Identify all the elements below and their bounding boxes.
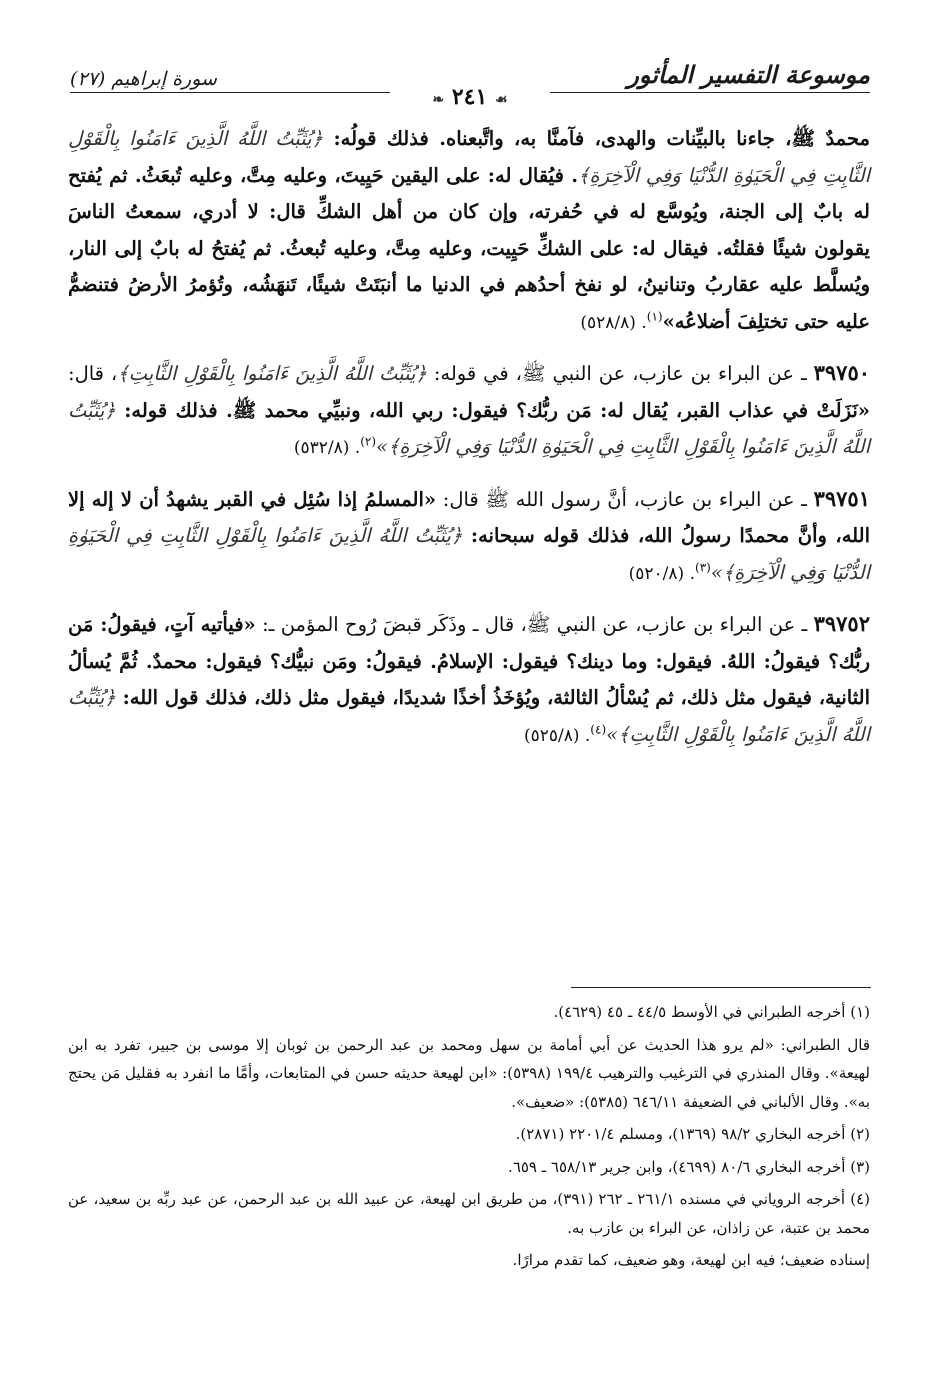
main-text xyxy=(68,120,870,754)
footnote: (١) أخرجه الطبراني في الأوسط ٤٤/٥ ـ ٤٥ (٤٦٢٩). xyxy=(553,1003,870,1021)
entry-run: ـ عن البراء بن عازب، أنَّ رسول الله ﷺ قال: xyxy=(436,487,814,511)
surah-label: سورة إبراهيم (٢٧) xyxy=(70,68,217,90)
footnote: (٤) أخرجه الروياني في مسنده ٢٦١/١ ـ ٢٦٢ (٣٩١)، من طريق ابن لهيعة، عن عبيد الله بن عبد الرحمن، عن عبد ربِّه بن سعيد، عن محمد بن عتبة، عن زاذان، عن البراء بن عازب به. xyxy=(68,1190,870,1237)
footnote-marker: (٤) xyxy=(590,722,607,736)
footnote: (٢) أخرجه البخاري ٩٨/٢ (١٣٦٩)، ومسلم ٢٢٠١/٤ (٢٨٧١). xyxy=(515,1125,870,1143)
volume-reference: . (٥٢٨/٨) xyxy=(580,312,647,333)
page-header xyxy=(70,60,870,108)
footnote-separator xyxy=(571,987,871,988)
volume-reference: . (٥٣٢/٨) xyxy=(293,438,361,458)
ornament-right-icon: ☙ xyxy=(494,92,508,108)
entry-run: ، قال: xyxy=(68,362,118,385)
entry-paragraph xyxy=(68,481,870,593)
entry-paragraph xyxy=(68,120,870,341)
header-rule-right xyxy=(550,92,870,93)
footnote-marker: (٣) xyxy=(695,560,711,574)
header-rule-left xyxy=(70,92,390,93)
page-number: ٢٤١ xyxy=(451,84,488,110)
quran-quote: ﴿يُثَبِّتُ اللَّهُ الَّذِينَ ءَامَنُوا بِالْقَوْلِ الثَّابِتِ﴾» xyxy=(68,686,870,746)
entry-number: ٣٩٧٥٠ xyxy=(813,360,871,385)
entry-run: محمدٌ ﷺ، جاءنا بالبيِّنات والهدى، فآمنَّا به، واتَّبعناه. فذلك قولُه: xyxy=(323,127,870,150)
quran-quote: ﴿يُثَبِّتُ اللَّهُ الَّذِينَ ءَامَنُوا بِالْقَوْلِ الثَّابِتِ فِي الْحَيَوٰةِ الدُّنْيَا وَفِي الْآخِرَةِ﴾» xyxy=(68,398,870,458)
ornament-left-icon: ❧ xyxy=(432,92,445,108)
volume-reference: . (٥٢٥/٨) xyxy=(523,725,591,746)
entry-run: «المسلمُ إذا سُئِل في القبر يشهدُ أن لا إله إلا الله، وأنَّ محمدًا رسولُ الله، فذلك قوله سبحانه: xyxy=(68,487,870,547)
entry-paragraph xyxy=(68,355,870,467)
entry-run: ـ عن البراء بن عازب، عن النبي ﷺ، في قوله: xyxy=(426,362,814,385)
quran-quote: ﴿يُثَبِّتُ اللَّهُ الَّذِينَ ءَامَنُوا بِالْقَوْلِ الثَّابِتِ فِي الْحَيَوٰةِ الدُّنْيَا وَفِي الْآخِرَةِ﴾ xyxy=(68,127,870,187)
entry-run: ـ عن البراء بن عازب، عن النبي ﷺ، قال ـ وذَكَر قبضَ رُوح المؤمن ـ: xyxy=(255,613,814,636)
page-number-block xyxy=(400,84,540,110)
footnote-marker: (٢) xyxy=(360,434,377,449)
entry-paragraph xyxy=(68,606,870,754)
book-title: موسوعة التفسير المأثور xyxy=(627,60,870,89)
entry-number: ٣٩٧٥١ xyxy=(813,485,870,511)
entry-run: «نَزَلَتْ في عذاب القبر، يُقال له: مَن ربُّك؟ فيقول: ربي الله، ونبيِّي محمد ﷺ. فذلك قوله: xyxy=(115,398,870,422)
volume-reference: . (٥٢٠/٨) xyxy=(628,563,695,584)
quran-quote: ﴿يُثَبِّتُ اللَّهُ الَّذِينَ ءَامَنُوا بِالْقَوْلِ الثَّابِتِ﴾ xyxy=(117,362,427,385)
footnote-marker: (١) xyxy=(646,309,663,323)
footnote: قال الطبراني: «لم يرو هذا الحديث عن أبي أمامة بن سهل ومحمد بن عبد الرحمن بن ثوبان إلا موسى بن جبير، تفرد به ابن لهيعة». وقال المنذري في الترغيب والترهيب ١٩٩/٤ (٥٣٩٨): «ابن لهيعة حديثه حسن في المتابعات، وأمَّا ما انفرد به فقليل مَن يحتج به». وقال الألباني في الضعيفة ٦٤٦/١١ (٥٣٨٥): «ضعيف». xyxy=(68,1035,870,1111)
footnote: إسناده ضعيف؛ فيه ابن لهيعة، وهو ضعيف، كما تقدم مرارًا. xyxy=(512,1251,870,1269)
quran-quote: ﴿يُثَبِّتُ اللَّهُ الَّذِينَ ءَامَنُوا بِالْقَوْلِ الثَّابِتِ فِي الْحَيَوٰةِ الدُّنْيَا وَفِي الْآخِرَةِ﴾» xyxy=(68,524,870,584)
entry-run: «فيأتيه آتٍ، فيقولُ: مَن ربُّك؟ فيقولُ: اللهُ. فيقول: وما دينك؟ فيقول: الإسلامُ. فيقولُ: ومَن نبيُّك؟ فيقول: محمدٌ. ثُمَّ يُسألُ الثانية، فيقول مثل ذلك، ثم يُسْألُ الثالثة، ويُؤخَذُ أخذًا شديدًا، فيقول مثل ذلك، فذلك قول الله: xyxy=(68,613,870,709)
footnote: (٣) أخرجه البخاري ٨٠/٦ (٤٦٩٩)، وابن جرير ٦٥٨/١٣ ـ ٦٥٩. xyxy=(508,1157,870,1176)
footnotes xyxy=(68,998,870,1279)
entry-run: . فيُقال له: على اليقين حَيِيتَ، وعليه مِتَّ، وعليه تُبعَثُ. ثم يُفتح له بابٌ إلى الجنة، ويُوسَّع له في حُفرته، وإن كان من أهل الشكِّ قال: لا أدري، سمعتُ الناسَ يقولون شيئًا فقلتُه. فيقال له: على الشكِّ حَيِيت، وعليه مِتَّ، وعليه تُبعثُ. ثم يُفتحُ له بابٌ إلى النار، ويُسلَّط عليه عقاربُ وتنانينُ، لو نفخ أحدُهم في الدنيا ما أنبَتَتْ شيئًا، تَنهَشُه، وتُؤمرُ الأرضُ فتنضمُّ عليه حتى تختلِفَ أضلاعُه» xyxy=(68,163,870,333)
entry-number: ٣٩٧٥٢ xyxy=(813,611,870,636)
